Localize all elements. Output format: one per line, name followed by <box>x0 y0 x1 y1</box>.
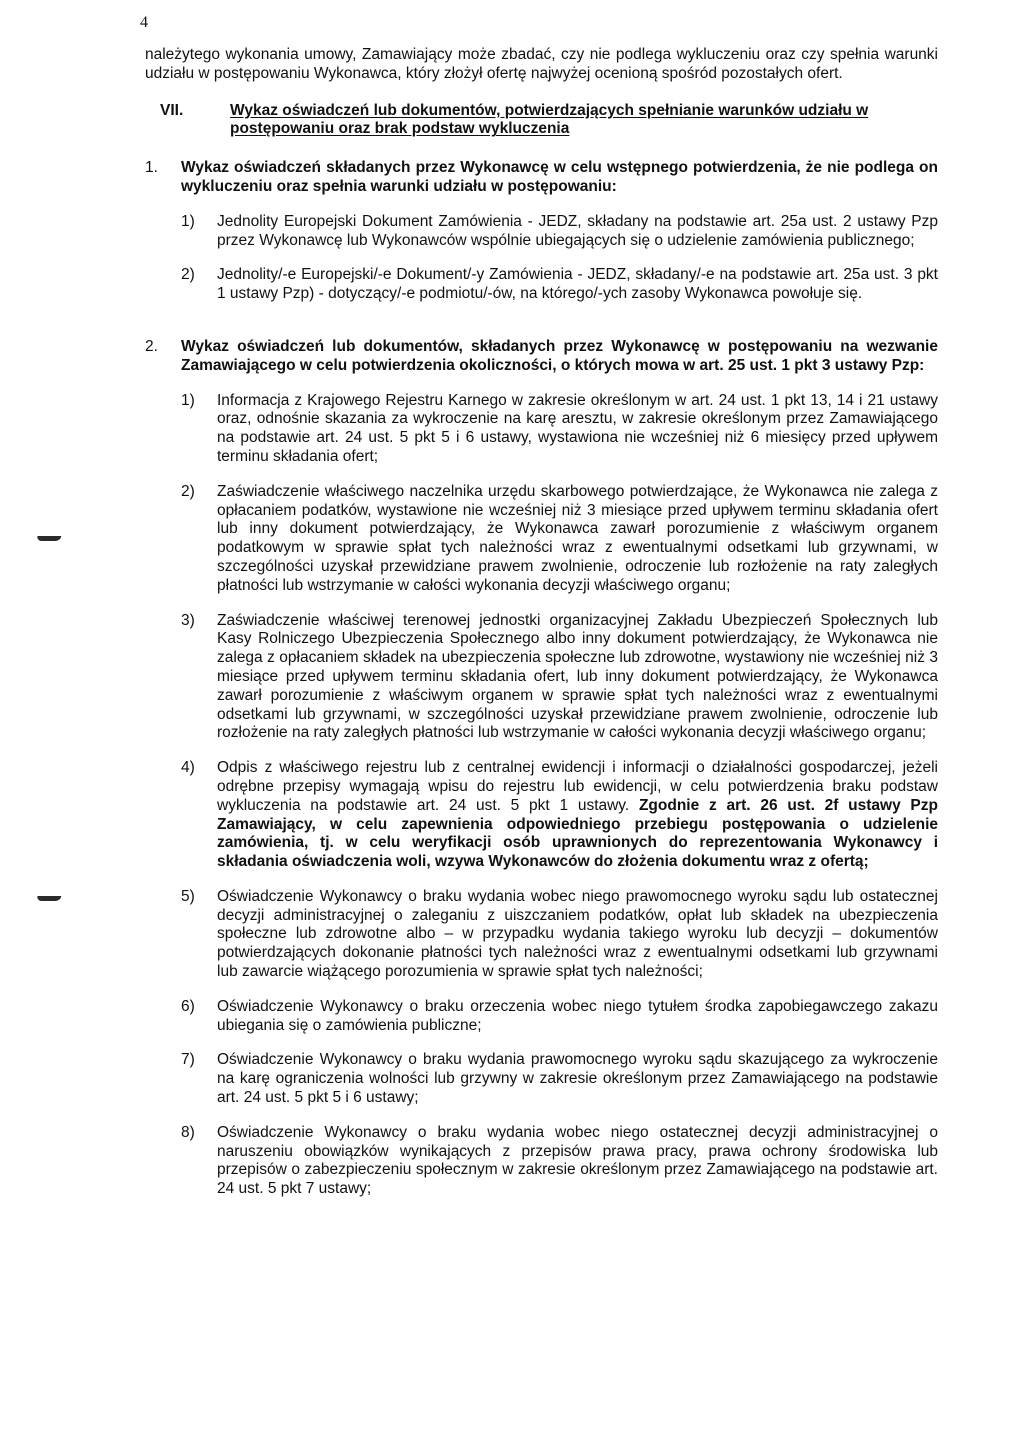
margin-punch-mark <box>37 536 62 541</box>
point-2 <box>145 338 938 1215</box>
section-title: Wykaz oświadczeń lub dokumentów, potwierdzających spełnianie warunków udziału w postępowaniu oraz brak podstaw wykluczenia <box>230 101 869 138</box>
list-item-label: 1) <box>181 212 195 230</box>
list-item-text: Oświadczenie Wykonawcy o braku wydania prawomocnego wyroku sądu skazującego za wykroczenie na karę ograniczenia wolności lub grzywny w zakresie określonym przez Zamawiającego na podstawie art. 24 ust. 5 pkt 5 i 6 ustawy; <box>217 1051 938 1107</box>
list-item-label: 8) <box>181 1123 195 1141</box>
list-item-label: 4) <box>181 759 195 777</box>
document-body <box>145 46 938 1215</box>
list-item-text: Zaświadczenie właściwego naczelnika urzędu skarbowego potwierdzające, że Wykonawca nie zalega z opłacaniem podatków, wystawione nie wcześniej niż 3 miesiące przed upływem terminu składania ofert lub inny dokument potwierdzający, że Wykonawca zawarł porozumienie z właściwym organem podatkowym w sprawie spłat tych należności wraz z ewentualnymi odsetkami lub grzywnami, w szczególności uzyskał przewidziane prawem zwolnienie, odroczenie lub rozłożenie na raty zaległych płatności lub wstrzymanie w całości wykonania decyzji właściwego organu; <box>217 482 938 594</box>
list-item <box>181 213 938 251</box>
list-item-text: Jednolity/-e Europejski/-e Dokument/-y Zamówienia - JEDZ, składany/-e na podstawie art. 25a ust. 3 pkt 1 ustawy Pzp) - dotyczący/-e podmiotu/-ów, na którego/-ych zasoby Wykonawca powołuje się. <box>217 266 938 303</box>
list-item-label: 1) <box>181 391 195 409</box>
list-item-label: 6) <box>181 997 195 1015</box>
intro-paragraph: należytego wykonania umowy, Zamawiający może zbadać, czy nie podlega wykluczeniu oraz czy spełnia warunki udziału w postępowaniu Wykonawca, który złożył ofertę najwyżej ocenioną spośród pozostałych ofert. <box>145 46 938 82</box>
list-item-label: 2) <box>181 266 195 284</box>
list-item-text: Oświadczenie Wykonawcy o braku orzeczenia wobec niego tytułem środka zapobiegawczego zakazu ubiegania się o zamówienia publiczne; <box>217 997 938 1034</box>
list-item-text: Informacja z Krajowego Rejestru Karnego w zakresie określonym w art. 24 ust. 1 pkt 13, 14 i 21 ustawy oraz, odnośnie skazania za wykroczenie na karę aresztu, w zakresie określonym przez Zamawiającego na podstawie art. 24 ust. 5 pkt 5 i 6 ustawy, wystawiona nie wcześniej niż 6 miesięcy przed upływem terminu składania ofert; <box>217 391 938 465</box>
list-item-text-block <box>217 759 938 872</box>
page-number: 4 <box>140 14 148 31</box>
point-2-heading: Wykaz oświadczeń lub dokumentów, składanych przez Wykonawcę w postępowaniu na wezwanie Zamawiającego w celu potwierdzenia okoliczności, o których mowa w art. 25 ust. 1 pkt 3 ustawy Pzp: <box>181 337 938 374</box>
point-1-label: 1. <box>145 159 158 177</box>
list-item <box>181 1124 938 1199</box>
point-1 <box>145 159 938 320</box>
list-item <box>181 483 938 596</box>
list-item-text: Oświadczenie Wykonawcy o braku wydania wobec niego prawomocnego wyroku sądu lub ostatecznej decyzji administracyjnej o zaleganiu z uiszczaniem podatków, opłat lub składek na ubezpieczenia społeczne lub zdrowotne albo – w przypadku wydania takiego wyroku lub decyzji – dokumentów potwierdzających dokonanie płatności tych należności wraz z ewentualnymi odsetkami lub grzywnami lub zawarcie wiążącego porozumienia w sprawie spłat tych należności; <box>217 887 938 981</box>
section-heading <box>160 102 938 140</box>
list-item-text: Oświadczenie Wykonawcy o braku wydania wobec niego ostatecznej decyzji administracyjnej o naruszeniu obowiązków wynikających z przepisów prawa pracy, prawa ochrony środowiska lub przepisów o zabezpieczeniu społecznym w zakresie określonym przez Zamawiającego na podstawie art. 24 ust. 5 pkt 7 ustawy; <box>217 1123 938 1198</box>
list-item-label: 3) <box>181 611 195 629</box>
list-item <box>181 612 938 744</box>
list-item-text: Zaświadczenie właściwej terenowej jednostki organizacyjnej Zakładu Ubezpieczeń Społecznych lub Kasy Rolniczego Ubezpieczenia Społecznego albo inny dokument potwierdzający, że Wykonawca nie zalega z opłacaniem składek na ubezpieczenia społeczne lub zdrowotne, wystawiony nie wcześniej niż 3 miesiące przed upływem terminu składania ofert, lub inny dokument potwierdzający, że Wykonawca zawarł porozumienie z właściwym organem w sprawie spłat tych należności wraz z ewentualnymi odsetkami lub grzywnami, w szczególności uzyskał przewidziane prawem zwolnienie, odroczenie lub rozłożenie na raty zaległych płatności lub wstrzymanie w całości wykonania decyzji właściwego organu; <box>217 611 938 742</box>
list-item-label: 2) <box>181 482 195 500</box>
point-2-label: 2. <box>145 337 158 355</box>
list-item <box>181 1051 938 1107</box>
margin-punch-mark <box>37 896 62 901</box>
point-1-heading: Wykaz oświadczeń składanych przez Wykonawcę w celu wstępnego potwierdzenia, że nie podlega on wykluczeniu oraz spełnia warunki udziału w postępowaniu: <box>181 159 938 195</box>
list-item <box>181 888 938 982</box>
list-item-text: Jednolity Europejski Dokument Zamówienia - JEDZ, składany na podstawie art. 25a ust. 2 ustawy Pzp przez Wykonawcę lub Wykonawców wspólnie ubiegających się o udzielenie zamówienia publicznego; <box>217 212 938 249</box>
list-item <box>181 998 938 1036</box>
list-item-label: 7) <box>181 1051 195 1069</box>
list-item-text: Odpis z właściwego rejestru lub z centralnej ewidencji i informacji o działalności gospodarczej, jeżeli odrębne przepisy wymagają wpisu do rejestru lub ewidencji, w celu potwierdzenia braku podstaw wykluczenia na podstawie art. 24 ust. 5 pkt 1 ustawy. <box>217 759 938 814</box>
list-item-bold-text: Zgodnie z art. 26 ust. 2f ustawy Pzp Zamawiający, w celu zapewnienia odpowiedniego przebiegu postępowania o udzielenie zamówienia, tj. w celu weryfikacji osób uprawnionych do reprezentowania Wykonawcy i składania oświadczenia woli, wzywa Wykonawców do złożenia dokumentu wraz z ofertą; <box>217 796 938 871</box>
section-number: VII. <box>160 101 184 119</box>
list-item <box>181 759 938 872</box>
list-item <box>181 392 938 467</box>
list-item <box>181 266 938 304</box>
list-item-label: 5) <box>181 887 195 905</box>
